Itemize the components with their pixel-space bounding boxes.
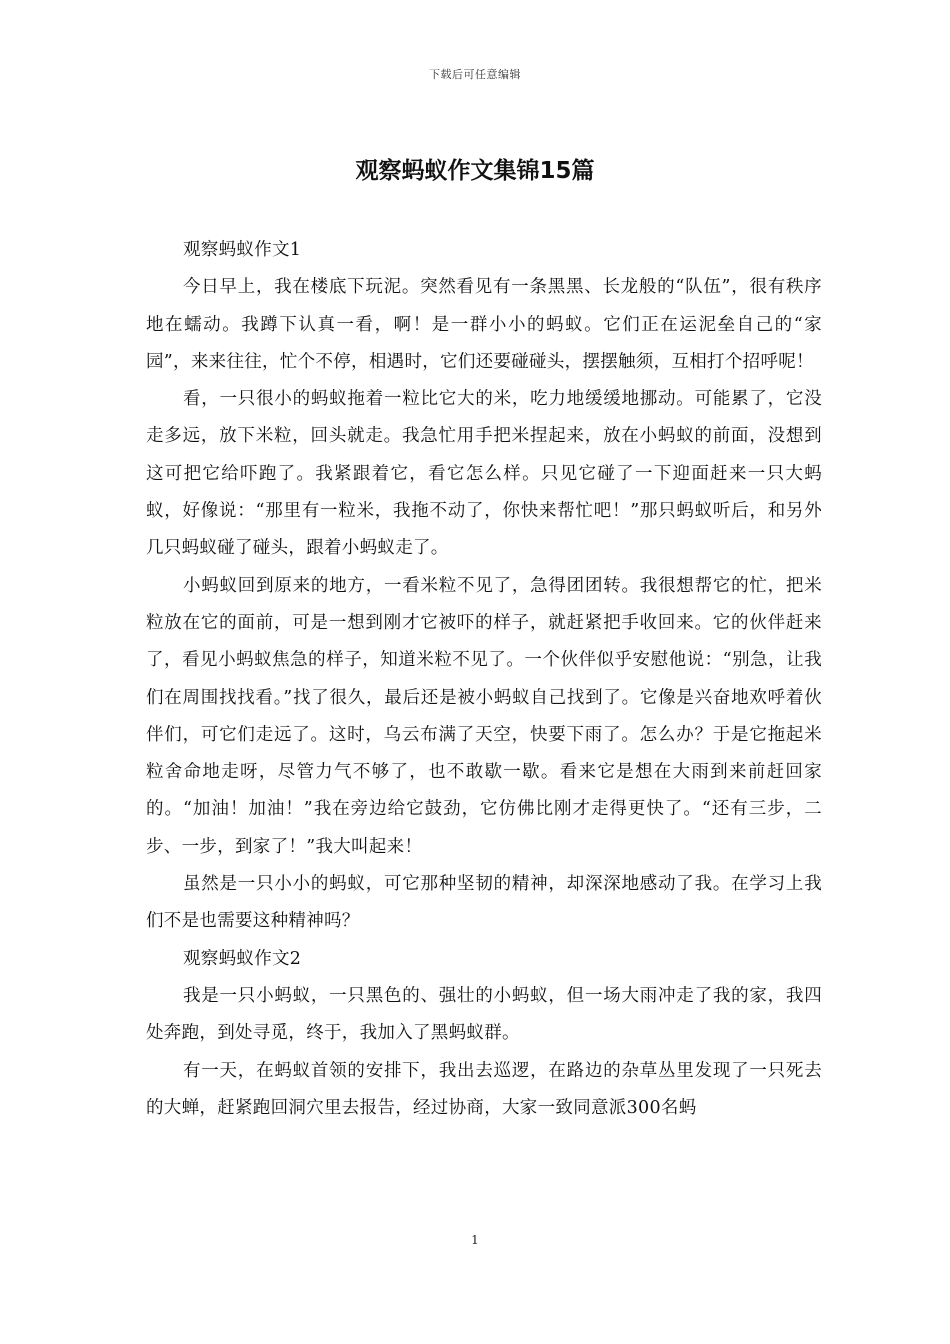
section-heading-2: 观察蚂蚁作文2 <box>183 948 302 969</box>
paragraph: 有一天，在蚂蚁首领的安排下，我出去巡逻，在路边的杂草丛里发现了一只死去的大蝉，赶紧跑回洞穴里去报告，经过协商，大家一致同意派300名蚂 <box>146 1060 822 1118</box>
document-body <box>146 232 822 1127</box>
paragraph: 今日早上，我在楼底下玩泥。突然看见有一条黑黑、长龙般的“队伍”，很有秩序地在蠕动。我蹲下认真一看，啊！是一群小小的蚂蚁。它们正在运泥垒自己的“家园”，来来往往，忙个不停，相遇时，它们还要碰碰头，摆摆触须，互相打个招呼呢！ <box>146 277 822 372</box>
paragraph: 看，一只很小的蚂蚁拖着一粒比它大的米，吃力地缓缓地挪动。可能累了，它没走多远，放下米粒，回头就走。我急忙用手把米捏起来，放在小蚂蚁的前面，没想到这可把它给吓跑了。我紧跟着它，看它怎么样。只见它碰了一下迎面赶来一只大蚂蚁，好像说：“那里有一粒米，我拖不动了，你快来帮忙吧！”那只蚂蚁听后，和另外几只蚂蚁碰了碰头，跟着小蚂蚁走了。 <box>146 389 822 559</box>
section-heading-1: 观察蚂蚁作文1 <box>183 240 302 260</box>
paragraph: 我是一只小蚂蚁，一只黑色的、强壮的小蚂蚁，但一场大雨冲走了我的家，我四处奔跑，到处寻觅，终于，我加入了黑蚂蚁群。 <box>146 985 822 1044</box>
paragraph: 小蚂蚁回到原来的地方，一看米粒不见了，急得团团转。我很想帮它的忙，把米粒放在它的面前，可是一想到刚才它被吓的样子，就赶紧把手收回来。它的伙伴赶来了，看见小蚂蚁焦急的样子，知道米粒不见了。一个伙伴似乎安慰他说：“别急，让我们在周围找找看。”找了很久，最后还是被小蚂蚁自己找到了。它像是兴奋地欢呼着伙伴们，可它们走远了。这时，乌云布满了天空，快要下雨了。怎么办？于是它拖起米粒舍命地走呀，尽管力气不够了，也不敢歇一歇。看来它是想在大雨到来前赶回家的。“加油！加油！”我在旁边给它鼓劲，它仿佛比刚才走得更快了。“还有三步，二步、一步，到家了！”我大叫起来！ <box>146 575 822 857</box>
page-number: 1 <box>471 1233 479 1247</box>
paragraph: 虽然是一只小小的蚂蚁，可它那种坚韧的精神，却深深地感动了我。在学习上我们不是也需要这种精神吗？ <box>146 874 822 932</box>
page-header-note: 下载后可任意编辑 <box>429 68 521 81</box>
document-title: 观察蚂蚁作文集锦15篇 <box>355 158 595 184</box>
